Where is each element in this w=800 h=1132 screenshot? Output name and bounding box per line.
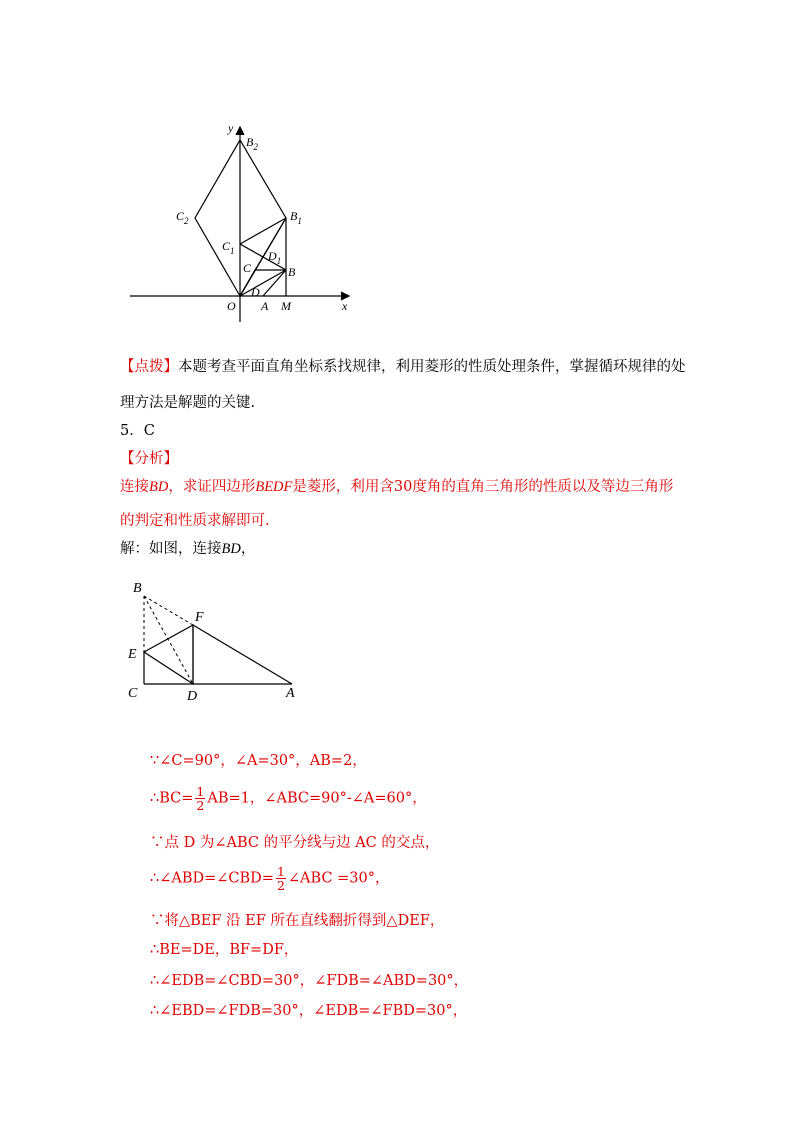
svg-text:B2: $B_2$ [246, 135, 258, 152]
label-m: M [281, 299, 291, 313]
dianbo-paragraph [120, 358, 686, 376]
label-b: B [288, 265, 296, 279]
dianbo-line1: 本题考查平面直角坐标系找规律，利用菱形的性质处理条件，掌握循环规律的处 [178, 359, 686, 375]
tri-label-d: D [187, 689, 198, 704]
label-y: y [228, 121, 234, 135]
label-b2: B [246, 135, 254, 149]
step-3: ∵点 D 为∠ABC 的平分线与边 AC 的交点， [150, 835, 440, 851]
step-2: ∴BC= $\frac{1}{2}$ AB=1，∠ABC=90°-∠A=60°， [150, 784, 427, 813]
step-5: ∵将△BEF 沿 EF 所在直线翻折得到△DEF， [150, 913, 445, 929]
coordinate-figure [120, 112, 370, 322]
step-7: ∴∠EDB=∠CBD=30°，∠FDB=∠ABD=30°， [150, 973, 469, 989]
analysis-line2: 的判定和性质求解即可. [120, 513, 270, 529]
step-8: ∴∠EBD=∠FDB=30°，∠EDB=∠FBD=30°， [150, 1003, 468, 1019]
label-d1: D [268, 249, 277, 263]
label-x: x [342, 299, 348, 313]
svg-text:C1: $C_1$ [222, 239, 235, 256]
svg-text:D1: $D_1$ [268, 249, 282, 266]
triangle-figure [125, 576, 305, 706]
label-c: C [243, 261, 252, 275]
analysis-line1: 连接BD，求证四边形BEDF是菱形，利用含30度角的直角三角形的性质以及等边三角形 [120, 479, 674, 495]
tri-label-a: A [286, 686, 295, 701]
label-c2: C [176, 209, 185, 223]
solution-line: 解：如图，连接BD， [120, 541, 256, 557]
tri-label-c: C [128, 686, 138, 701]
label-o: O [227, 299, 236, 313]
fenxi-tag: 【分析】 [120, 451, 178, 467]
label-c1: C [222, 239, 231, 253]
step-4: ∴∠ABD=∠CBD= $\frac{1}{2}$ ∠ABC =30°， [150, 864, 390, 893]
step-6: ∴BE=DE，BF=DF， [150, 942, 299, 958]
tri-label-e: E [128, 647, 137, 662]
tri-label-f: F [195, 610, 204, 625]
dianbo-line2: 理方法是解题的关键. [120, 395, 256, 411]
answer-line: 5．C [120, 423, 155, 439]
label-d: D [251, 285, 260, 299]
label-b1: B [290, 209, 298, 223]
tri-label-b: B [133, 581, 142, 596]
svg-text:B1: $B_1$ [290, 209, 302, 226]
step-1: ∵∠C=90°，∠A=30°，AB=2， [150, 753, 367, 769]
dianbo-tag: 【点拨】 [120, 359, 178, 375]
svg-text:C2: $C_2$ [176, 209, 189, 226]
label-a: A [261, 299, 269, 313]
